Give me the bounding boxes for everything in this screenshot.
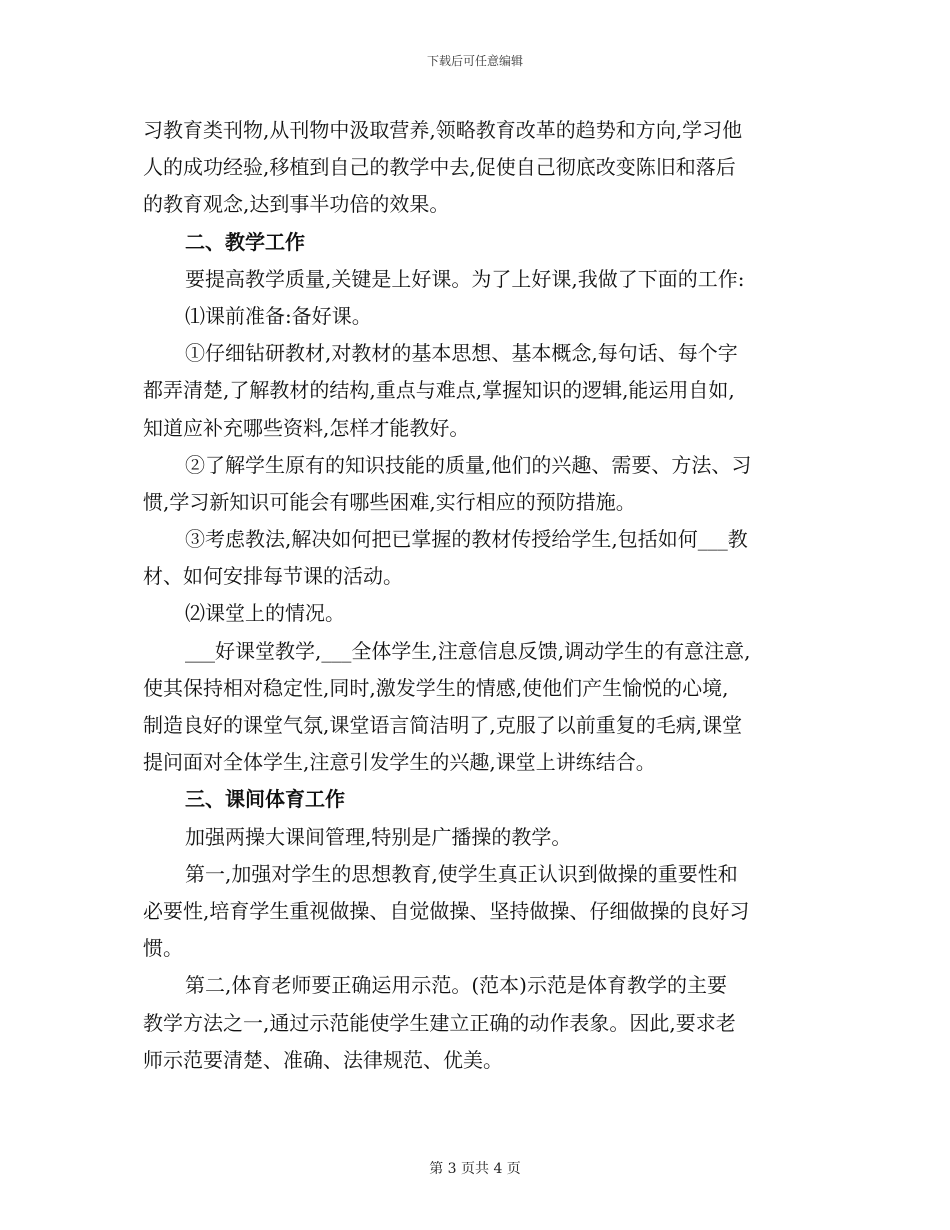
paragraph-line: 都弄清楚,了解教材的结构,重点与难点,掌握知识的逻辑,能运用自如, (143, 378, 735, 403)
paragraph-line: 习教育类刊物,从刊物中汲取营养,领略教育改革的趋势和方向,学习他 (143, 118, 743, 142)
paragraph-line: 人的成功经验,移植到自己的教学中去,促使自己彻底改变陈旧和落后 (143, 155, 736, 180)
paragraph-line: ③考虑教法,解决如何把已掌握的教材传授给学生,包括如何___教 (185, 527, 748, 552)
section-heading-pe: 三、课间体育工作 (185, 787, 345, 812)
paragraph-line: 提问面对全体学生,注意引发学生的兴趣,课堂上讲练结合。 (143, 750, 656, 775)
paragraph-line: 制造良好的课堂气氛,课堂语言简洁明了,克服了以前重复的毛病,课堂 (143, 713, 743, 737)
document-body (143, 112, 815, 1079)
paragraph-line: 师示范要清楚、准确、法律规范、优美。 (143, 1047, 503, 1072)
paragraph-line: 必要性,培育学生重视做操、自觉做操、坚持做操、仔细做操的良好习 (143, 898, 750, 923)
subsection-title: ⑵课堂上的情况。 (185, 601, 345, 626)
paragraph-line: 加强两操大课间管理,特别是广播操的教学。 (185, 824, 572, 849)
paragraph-line: 使其保持相对稳定性,同时,激发学生的情感,使他们产生愉悦的心境, (143, 675, 729, 700)
paragraph-line: 第一,加强对学生的思想教育,使学生真正认识到做操的重要性和 (185, 861, 738, 886)
paragraph-line: 教学方法之一,通过示范能使学生建立正确的动作表象。因此,要求老 (143, 1010, 736, 1035)
paragraph-line: 材、如何安排每节课的活动。 (143, 564, 403, 589)
paragraph-line: 第二,体育老师要正确运用示范。(范本)示范是体育教学的主要 (185, 973, 727, 998)
page-number-footer: 第 3 页共 4 页 (429, 1161, 521, 1177)
paragraph-line: ___好课堂教学,___全体学生,注意信息反馈,调动学生的有意注意, (185, 638, 751, 663)
paragraph-line: 要提高教学质量,关键是上好课。为了上好课,我做了下面的工作: (185, 266, 745, 291)
paragraph-line: ①仔细钻研教材,对教材的基本思想、基本概念,每句话、每个字 (185, 341, 738, 366)
section-heading-teaching: 二、教学工作 (185, 229, 305, 254)
paragraph-line: ②了解学生原有的知识技能的质量,他们的兴趣、需要、方法、习 (185, 452, 752, 477)
paragraph-line: 知道应补充哪些资料,怎样才能教好。 (143, 415, 470, 440)
paragraph-line: 的教育观念,达到事半功倍的效果。 (143, 192, 450, 217)
paragraph-line: 惯,学习新知识可能会有哪些困难,实行相应的预防措施。 (143, 489, 636, 514)
subsection-title: ⑴课前准备:备好课。 (185, 303, 372, 328)
paragraph-line: 惯。 (143, 936, 183, 961)
page-header: 下载后可任意编辑 (426, 54, 523, 68)
